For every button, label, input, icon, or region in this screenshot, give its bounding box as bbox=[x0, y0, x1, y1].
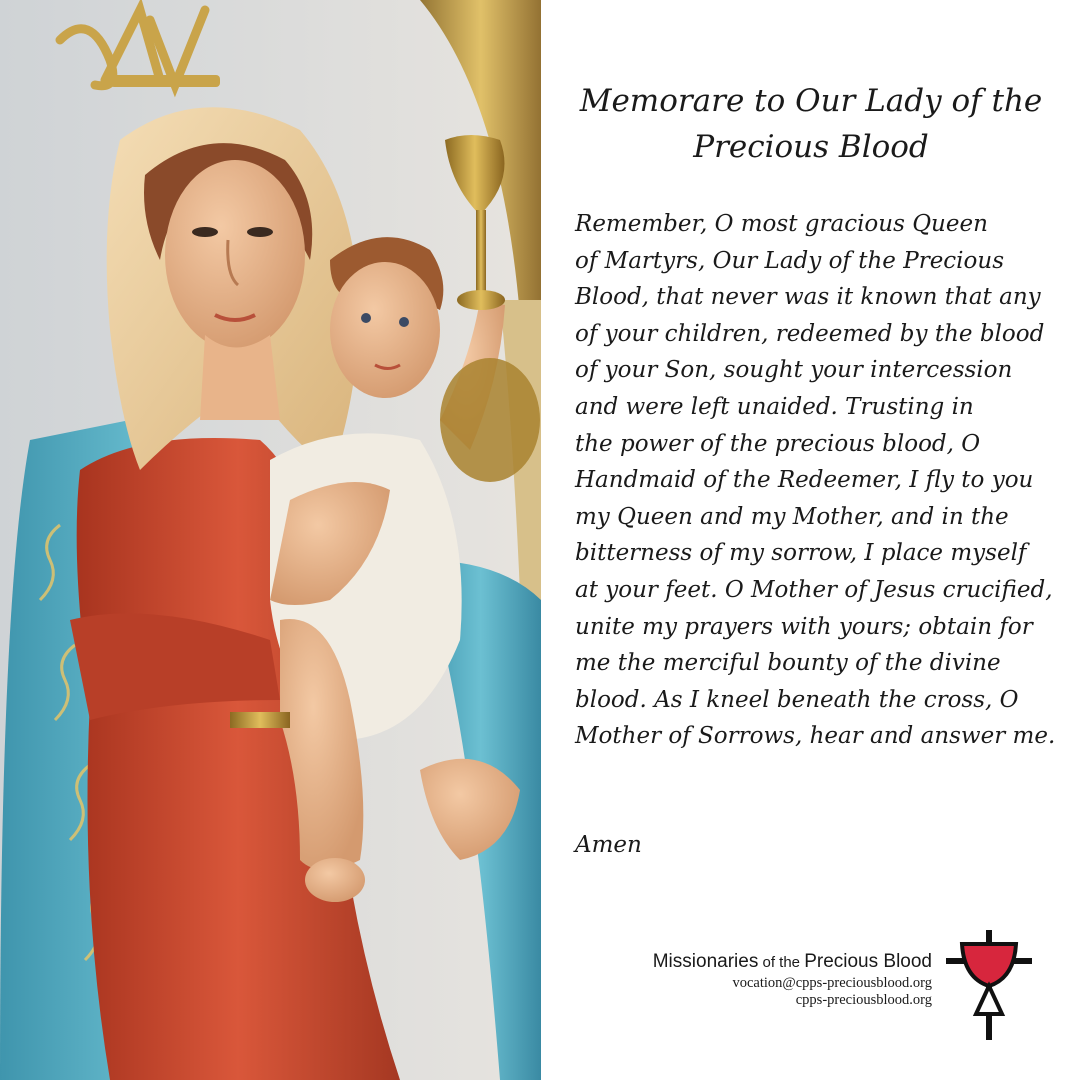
organization-name bbox=[653, 950, 932, 975]
prayer-closing: Amen bbox=[575, 832, 642, 858]
prayer-line: Handmaid of the Redeemer, I fly to you bbox=[575, 467, 1034, 494]
prayer-line: and were left unaided. Trusting in bbox=[575, 393, 974, 420]
prayer-line: me the merciful bounty of the divine bbox=[575, 650, 1001, 677]
prayer-line: of Martyrs, Our Lady of the Precious bbox=[575, 247, 1005, 274]
prayer-title-line1: Memorare to Our Lady of the bbox=[579, 83, 1043, 119]
prayer-line: Mother of Sorrows, hear and answer me. bbox=[575, 723, 1056, 750]
prayer-line: unite my prayers with yours; obtain for bbox=[575, 613, 1033, 640]
prayer-title bbox=[561, 78, 1061, 170]
org-name-part1: Missionaries bbox=[652, 951, 759, 972]
contact-website: cpps-preciousblood.org bbox=[795, 992, 932, 1008]
prayer-line: at your feet. O Mother of Jesus crucified, bbox=[575, 576, 1053, 603]
prayer-title-line2: Precious Blood bbox=[693, 129, 929, 165]
cross-chalice-logo-icon bbox=[946, 930, 1032, 1040]
prayer-line: Blood, that never was it known that any bbox=[575, 284, 1041, 311]
prayer-line: blood. As I kneel beneath the cross, O bbox=[575, 686, 1019, 713]
prayer-line: Remember, O most gracious Queen bbox=[575, 211, 988, 237]
prayer-line: my Queen and my Mother, and in the bbox=[575, 503, 1009, 530]
prayer-line: bitterness of my sorrow, I place myself bbox=[575, 540, 1027, 567]
text-panel bbox=[541, 0, 1080, 1080]
prayer-line: of your Son, sought your intercession bbox=[575, 357, 1013, 384]
organization-signature bbox=[653, 950, 932, 1009]
org-name-part2: of the bbox=[758, 954, 805, 971]
contact-email: vocation@cpps-preciousblood.org bbox=[732, 975, 932, 991]
prayer-body bbox=[575, 206, 1056, 755]
org-name-part3: Precious Blood bbox=[804, 951, 932, 972]
prayer-line: of your children, redeemed by the blood bbox=[575, 320, 1045, 347]
prayer-line: the power of the precious blood, O bbox=[575, 430, 981, 457]
